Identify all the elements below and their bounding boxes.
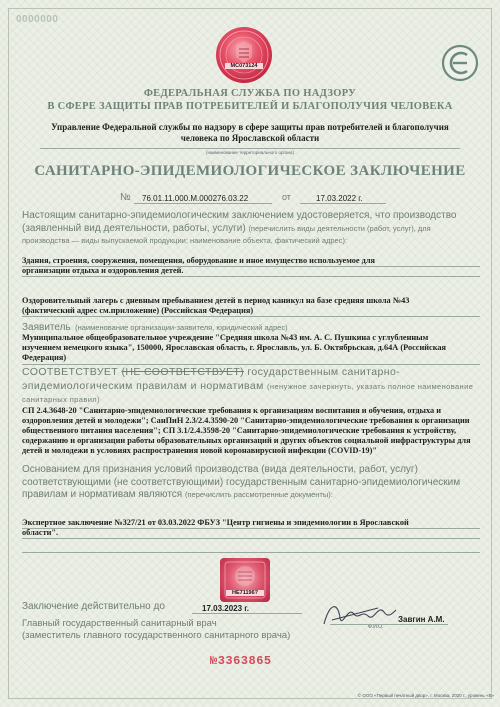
- rospotrebnadzor-logo-icon: [436, 44, 484, 82]
- agency-name-line2: В СФЕРЕ ЗАЩИТЫ ПРАВ ПОТРЕБИТЕЛЕЙ И БЛАГОПОЛУЧИЯ ЧЕЛОВЕКА: [47, 101, 453, 112]
- basis-lead: Основанием для признания условий производства (вида деятельности, работ, услуг) соответствующими (не соответствующими) государственным санитарно-эпидемиологическим правилам и нормативам являются: [22, 464, 461, 500]
- conformity-note: (ненужное зачеркнуть, указать полное наименование санитарных правил): [22, 381, 474, 405]
- object-description: Оздоровительный лагерь с дневным пребыванием детей в период каникул на базе средняя школа №43 (фактический адрес см.приложение) (Российская Федерация): [22, 296, 410, 316]
- signatory-deputy: (заместитель главного государственного санитарного врача): [22, 630, 291, 641]
- conclusion-number: 76.01.11.000.М.000276.03.22: [142, 194, 249, 203]
- signature-underline: [330, 624, 448, 625]
- applicant-text: Муниципальное общеобразовательное учреждение "Средняя школа №43 им. А. С. Пушкина с углубленным изучением немецкого языка", 150000, Ярославская область, г. Ярославль, ул. Б. Октябрьская, д.64А (Российская Федерация): [22, 333, 446, 363]
- hologram-seal-bottom: [220, 558, 270, 602]
- conclusion-date: 17.03.2022 г.: [316, 194, 363, 203]
- activity-underline-2: [22, 276, 480, 277]
- validity-underline: [192, 613, 302, 614]
- basis-note: (перечислить рассмотренные документы):: [185, 490, 333, 499]
- validity-label: Заключение действительно до: [22, 601, 165, 612]
- territorial-department: Управление Федеральной службы по надзору в сфере защиты прав потребителей и благополучия человека по Ярославской области: [51, 122, 449, 144]
- conforms-label: СООТВЕТСТВУЕТ: [22, 366, 119, 378]
- basis-underline-2: [22, 538, 480, 539]
- document-title: САНИТАРНО-ЭПИДЕМИОЛОГИЧЕСКОЕ ЗАКЛЮЧЕНИЕ: [34, 163, 466, 179]
- conformity-statement: [22, 366, 480, 407]
- printer-footer: © ООО «Первый печатный двор», г. Москва, 2020 г., уровень «В»: [357, 693, 494, 698]
- hologram-number: НЕ71196?: [226, 590, 264, 596]
- number-label: №: [120, 192, 131, 203]
- department-underline: [40, 148, 460, 149]
- not-conforms-label: (НЕ СООТВЕТСТВУЕТ): [121, 366, 245, 378]
- signatory-title: Главный государственный санитарный врач: [22, 618, 217, 629]
- hologram-number: МС073124: [225, 63, 263, 69]
- hologram-emblem-icon: [216, 27, 272, 83]
- blank-number: №3363865: [210, 654, 272, 668]
- sanitary-rules-list: СП 2.4.3648-20 "Санитарно-эпидемиологические требования к организациям воспитания и обучения, отдыха и оздоровления детей и молодежи"; СанПиН 2.3/2.4.3590-20 "Санитарно-эпидемиологические требования к организации общественного питания населения"; СП 3.1/2.4.3598-20 "Санитарно-эпидемиологические требования к устройству, содержанию и организации работы образовательных организаций и других объектов социальной инфраструктуры для детей и молодежи в условиях распространения новой коронавирусной инфекции (COVID-19)": [22, 406, 471, 456]
- signature-icon: [318, 594, 398, 634]
- intro-lead: Настоящим санитарно-эпидемиологическим заключением удостоверяется, что производство (заявленный вид деятельности, работы, услуги): [22, 210, 457, 234]
- signatory-name: Завгин А.М.: [398, 615, 445, 624]
- agency-name-line1: ФЕДЕРАЛЬНАЯ СЛУЖБА ПО НАДЗОРУ: [143, 88, 357, 99]
- activity-underline-1: [22, 266, 480, 267]
- applicant-underline: [22, 364, 480, 365]
- basis-underline-1: [22, 528, 480, 529]
- department-hint: (наименование территориального органа): [205, 150, 295, 155]
- activity-description: Здания, строения, сооружения, помещения, оборудование и иное имущество используемое для организации отдыха и оздоровления детей.: [22, 256, 376, 276]
- conformity-rest: государственным санитарно-эпидемиологическим правилам и нормативам: [22, 366, 401, 392]
- applicant-note: (наименование организации-заявителя, юридический адрес): [75, 323, 288, 332]
- basis-text: [22, 464, 480, 502]
- number-underline: [134, 203, 272, 204]
- basis-underline-3: [22, 552, 480, 553]
- applicant-label: Заявитель: [22, 322, 71, 333]
- validity-date: 17.03.2023 г.: [202, 604, 250, 613]
- hologram-seal-top: [216, 27, 272, 83]
- blank-serial-top: 0000000: [16, 14, 59, 25]
- intro-text: [22, 210, 480, 248]
- fio-label: Ф.И.О.: [368, 624, 384, 630]
- date-underline: [300, 203, 386, 204]
- date-from-label: от: [282, 192, 291, 202]
- intro-note: (перечислить виды деятельности (работ, услуг), для производства — виды выпускаемой продукции; наименование объекта, фактический адрес):: [22, 223, 431, 245]
- basis-document: Экспертное заключение №327/21 от 03.03.2022 ФБУЗ "Центр гигиены и эпидемиологии в Ярославской области".: [22, 518, 409, 538]
